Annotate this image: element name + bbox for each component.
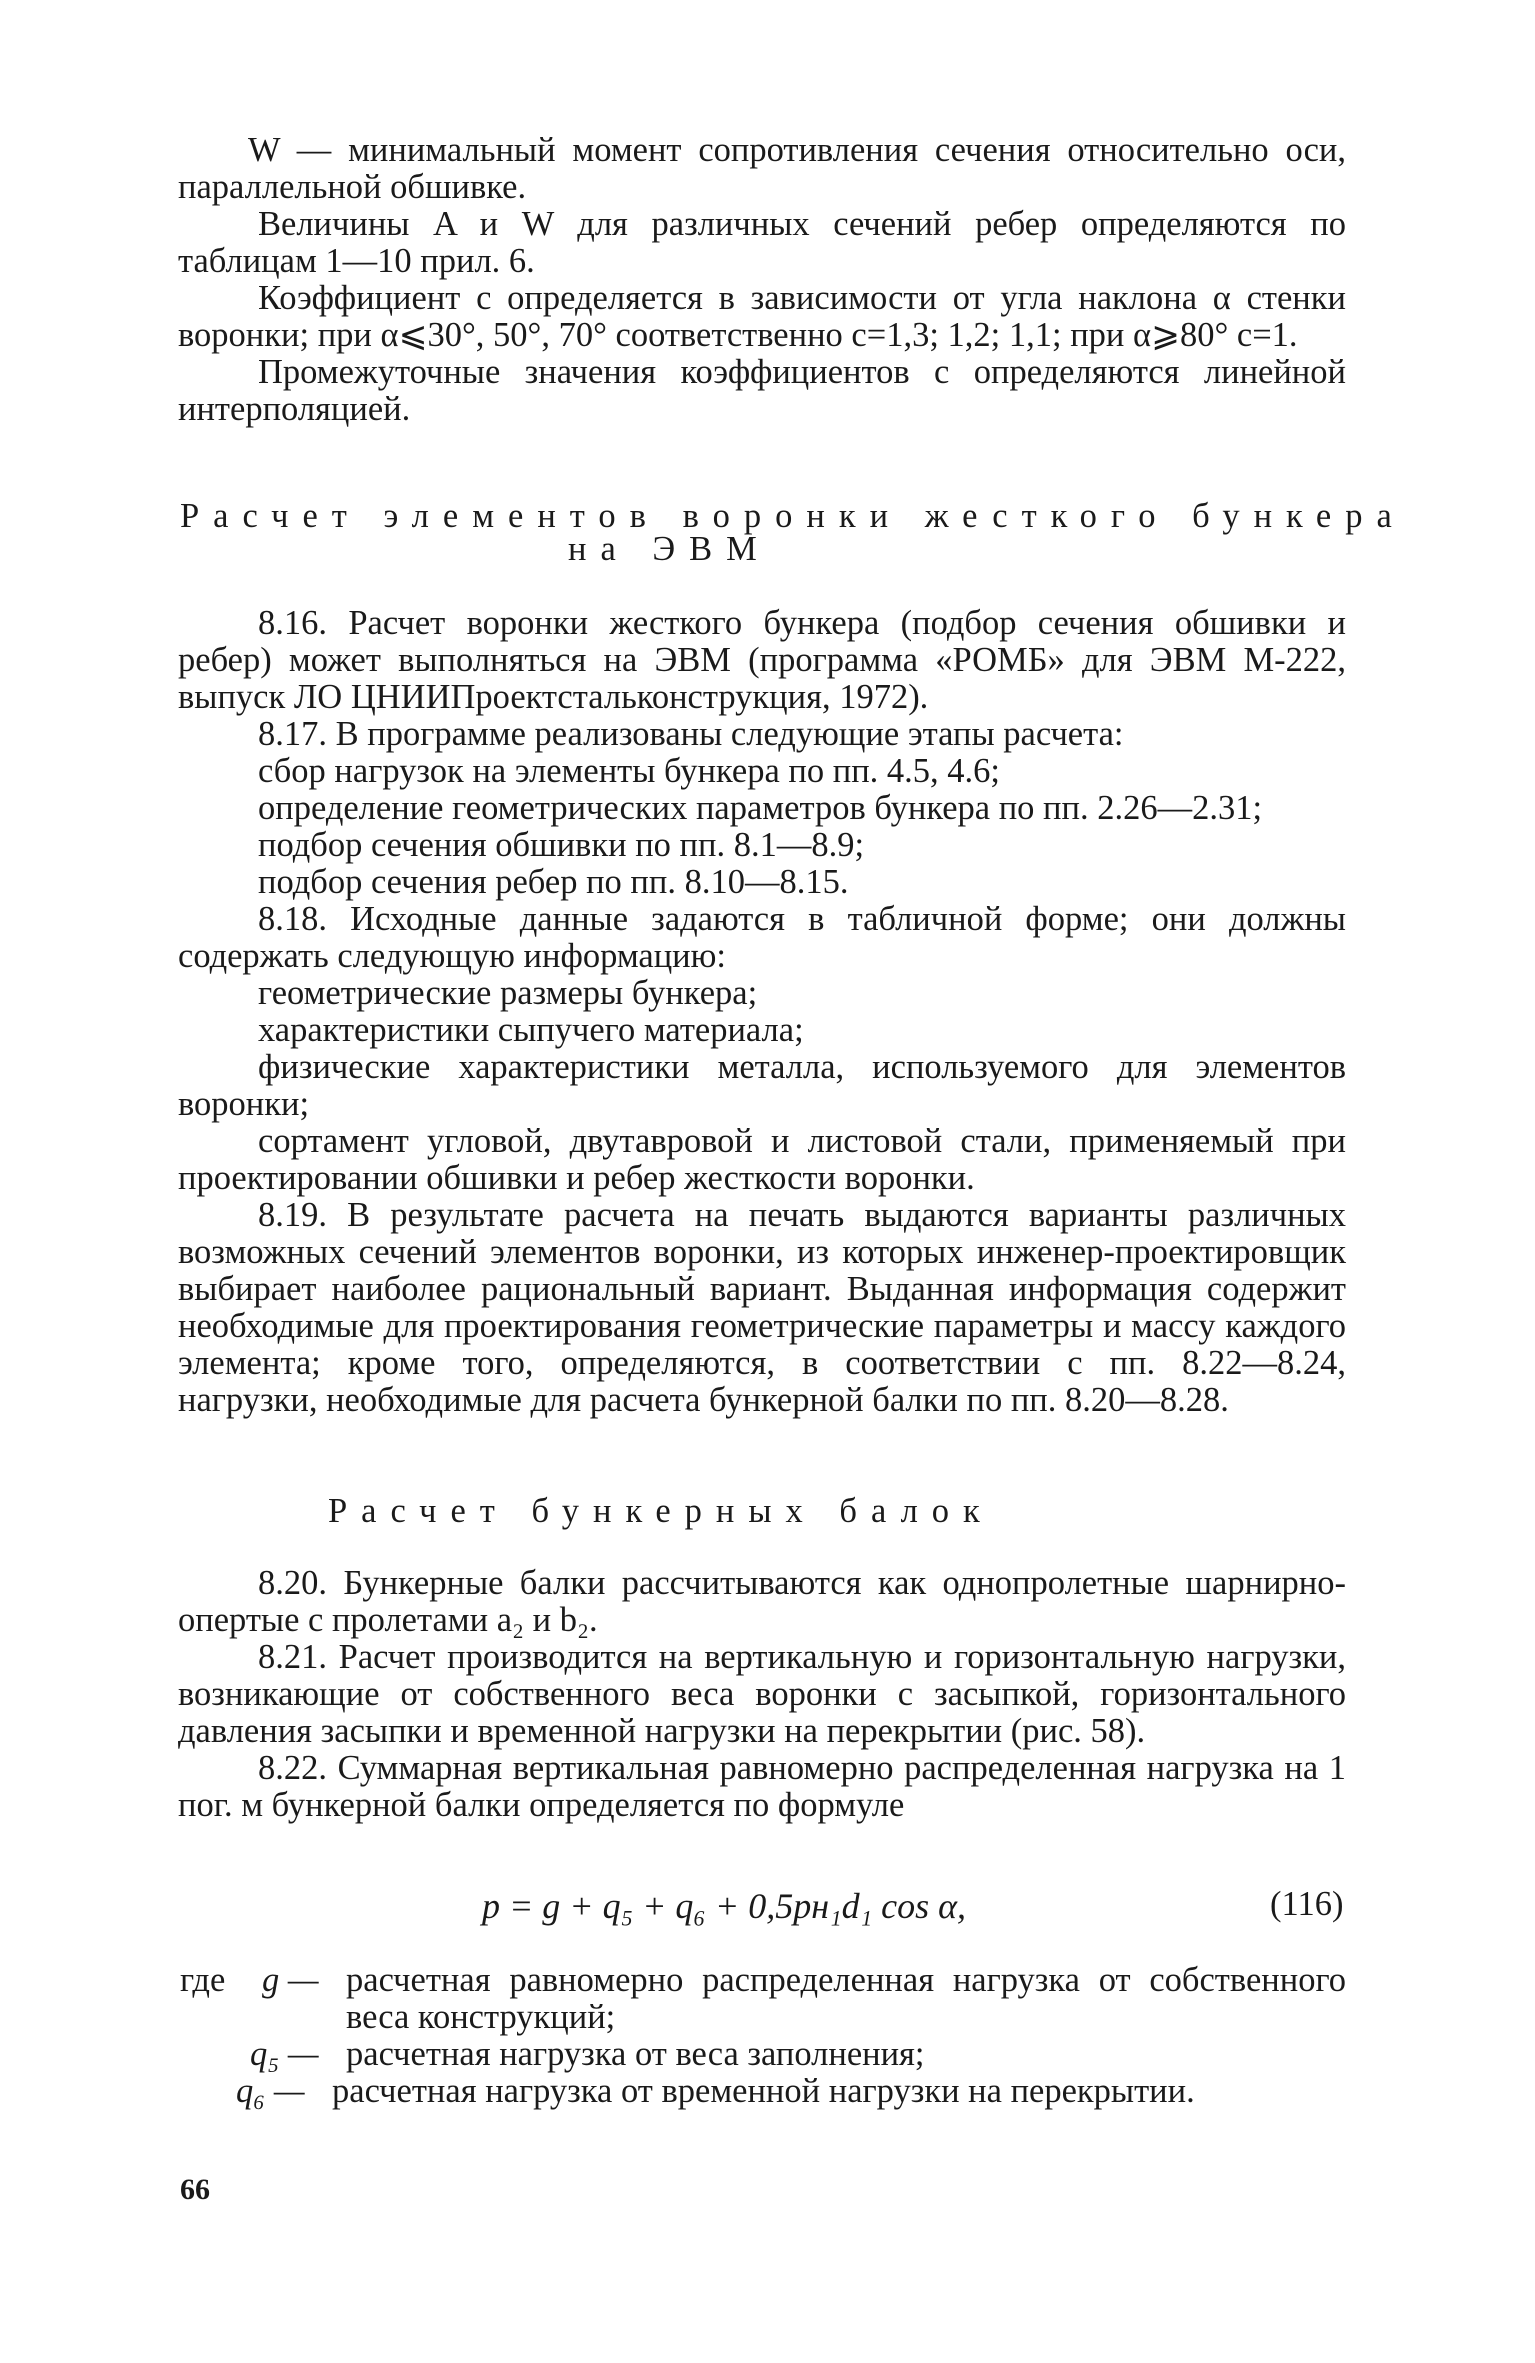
formula-116: p = g + q₅ + q₆ + 0,5pн₁d₁ cos α, [482,1886,966,1926]
paragraph-values: Величины A и W для различных сечений ребер определяются по таблицам 1—10 прил. 6. [178,205,1346,280]
list-item: сортамент угловой, двутавровой и листовой стали, применяемый при проектировании обшивки и ребер жесткости воронки. [178,1122,1346,1197]
list-item: физические характеристики металла, используемого для элементов воронки; [178,1048,1346,1123]
formula-number: (116) [1270,1885,1344,1923]
list-item: определение геометрических параметров бункера по пп. 2.26—2.31; [258,789,1263,827]
paragraph-8-20: 8.20. Бункерные балки рассчитываются как однопролетные шарнирно-опертые с пролетами a₂ и b₂. [178,1564,1346,1639]
list-item: подбор сечения ребер по пп. 8.10—8.15. [258,863,849,901]
definition-q6: расчетная нагрузка от временной нагрузки на перекрытии. [332,2072,1195,2110]
paragraph-8-17: 8.17. В программе реализованы следующие этапы расчета: [258,715,1124,753]
definition-g: расчетная равномерно распределенная нагрузка от собственного веса конструкций; [346,1961,1346,2036]
definition-q5: расчетная нагрузка от веса заполнения; [346,2035,925,2073]
page-number: 66 [180,2173,210,2206]
paragraph-coefficient: Коэффициент c определяется в зависимости от угла наклона α стенки воронки; при α⩽30°, 50°, 70° соответственно c=1,3; 1,2; 1,1; при α⩾80° c=1. [178,279,1346,354]
symbol-g: g — [262,1961,319,1999]
section-heading-beams: Расчет бункерных балок [328,1492,994,1530]
intro-block [178,132,1346,428]
list-item: характеристики сыпучего материала; [258,1011,804,1049]
paragraph-8-21: 8.21. Расчет производится на вертикальную и горизонтальную нагрузки, возникающие от собственного веса воронки с засыпкой, горизонтального давления засыпки и временной нагрузки на перекрытии (рис. 58). [178,1638,1346,1750]
paragraph-8-16: 8.16. Расчет воронки жесткого бункера (подбор сечения обшивки и ребер) может выполняться на ЭВМ (программа «РОМБ» для ЭВМ М-222, выпуск ЛО ЦНИИПроектстальконструкция, 1972). [178,604,1346,716]
list-item: сбор нагрузок на элементы бункера по пп. 4.5, 4.6; [258,752,1001,790]
paragraph-8-18: 8.18. Исходные данные задаются в табличной форме; они должны содержать следующую информацию: [178,900,1346,975]
section-heading-evm: Расчет элементов воронки жесткого бункера [180,497,1406,535]
symbol-q6: q₆ — [236,2072,305,2110]
symbol-q5: q₅ — [250,2035,319,2073]
paragraph-w-definition: W — минимальный момент сопротивления сечения относительно оси, параллельной обшивке. [178,131,1346,206]
paragraph-8-19: 8.19. В результате расчета на печать выдаются варианты различных возможных сечений элементов воронки, из которых инженер-проектировщик выбирает наиболее рациональный вариант. Выданная информация содержит необходимые для проектирования геометрические параметры и массу каждого элемента; кроме того, определяются, в соответствии с пп. 8.22—8.24, нагрузки, необходимые для расчета бункерной балки по пп. 8.20—8.28. [178,1196,1346,1419]
evm-block [178,605,1346,1419]
paragraph-8-22: 8.22. Суммарная вертикальная равномерно распределенная нагрузка на 1 пог. м бункерной балки определяется по формуле [178,1749,1346,1824]
section-heading-evm-line2: на ЭВМ [568,530,771,568]
paragraph-interpolation: Промежуточные значения коэффициентов c определяются линейной интерполяцией. [178,353,1346,428]
beams-block [178,1565,1346,1824]
list-item: подбор сечения обшивки по пп. 8.1—8.9; [258,826,865,864]
where-label: где [180,1961,226,1999]
list-item: геометрические размеры бункера; [258,974,758,1012]
